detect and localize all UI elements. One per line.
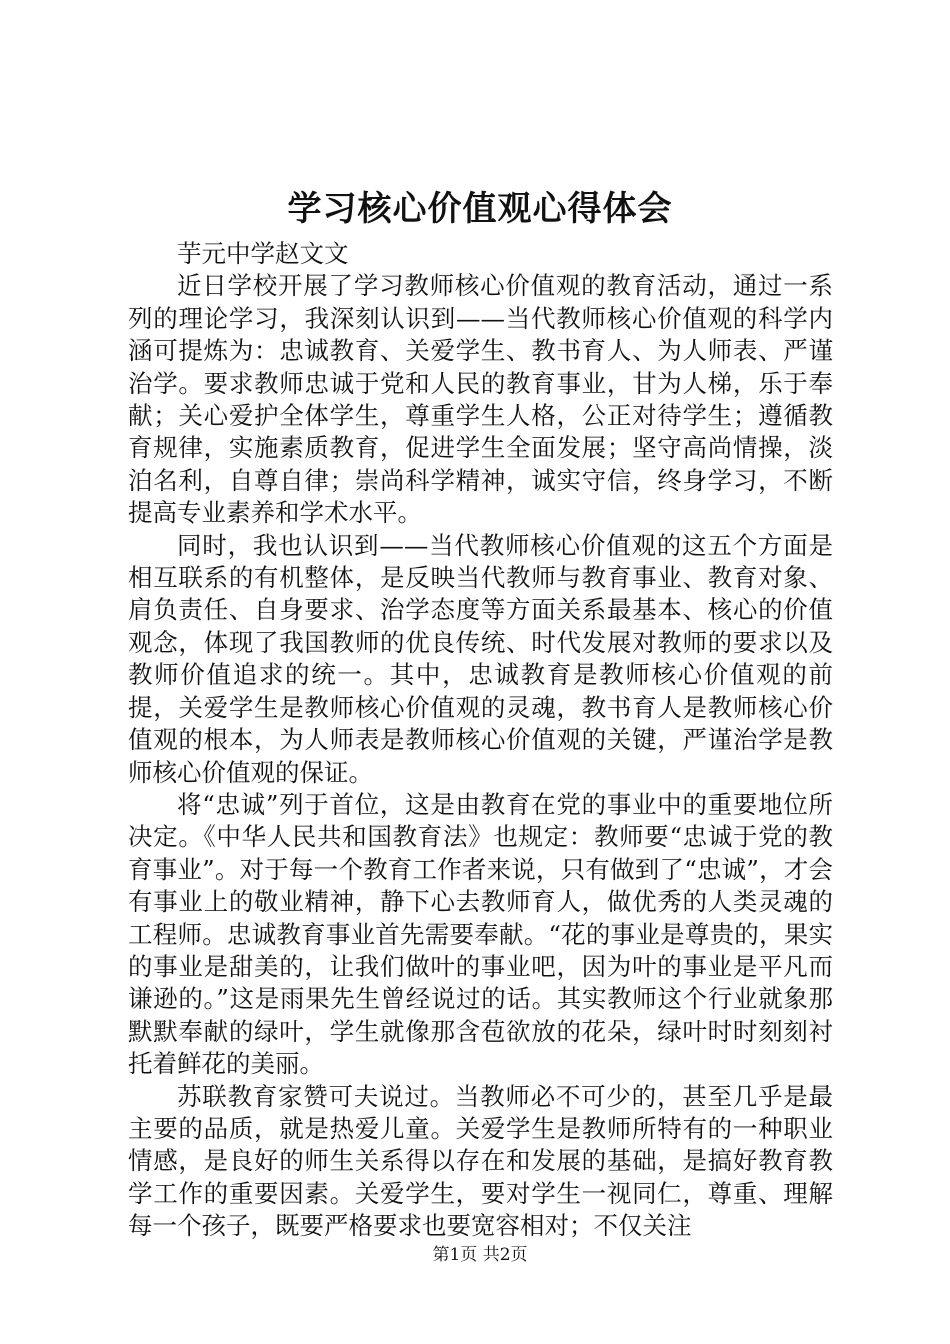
document-body xyxy=(128,238,833,1243)
page-number-footer: 第1页 共2页 xyxy=(432,1245,528,1265)
paragraph-1: 近日学校开展了学习教师核心价值观的教育活动，通过一系列的理论学习，我深刻认识到——当代教师核心价值观的科学内涵可提炼为：忠诚教育、关爱学生、教书育人、为人师表、严谨治学。要求教师忠诚于党和人民的教育事业，甘为人梯，乐于奉献；关心爱护全体学生，尊重学生人格，公正对待学生；遵循教育规律，实施素质教育，促进学生全面发展；坚守高尚情操，淡泊名利，自尊自律；崇尚科学精神，诚实守信，终身学习，不断提高专业素养和学术水平。 xyxy=(128,271,833,528)
paragraph-2: 同时，我也认识到——当代教师核心价值观的这五个方面是相互联系的有机整体，是反映当代教师与教育事业、教育对象、肩负责任、自身要求、治学态度等方面关系最基本、核心的价值观念，体现了我国教师的优良传统、时代发展对教师的要求以及教师价值追求的统一。其中，忠诚教育是教师核心价值观的前提，关爱学生是教师核心价值观的灵魂，教书育人是教师核心价值观的根本，为人师表是教师核心价值观的关键，严谨治学是教师核心价值观的保证。 xyxy=(128,530,833,787)
document-title: 学习核心价值观心得体会 xyxy=(287,189,673,229)
paragraph-4: 苏联教育家赞可夫说过。当教师必不可少的，甚至几乎是最主要的品质，就是热爱儿童。关爱学生是教师所特有的一种职业情感，是良好的师生关系得以存在和发展的基础，是搞好教育教学工作的重要因素。关爱学生，要对学生一视同仁，尊重、理解每一个孩子，既要严格要求也要宽容相对；不仅关注 xyxy=(128,1081,833,1241)
paragraph-3: 将“忠诚”列于首位，这是由教育在党的事业中的重要地位所决定。《中华人民共和国教育法》也规定：教师要“忠诚于党的教育事业”。对于每一个教育工作者来说，只有做到了“忠诚”，才会有事业上的敬业精神，静下心去教师育人，做优秀的人类灵魂的工程师。忠诚教育事业首先需要奉献。“花的事业是尊贵的，果实的事业是甜美的，让我们做叶的事业吧，因为叶的事业是平凡而谦逊的。”这是雨果先生曾经说过的话。其实教师这个行业就象那默默奉献的绿叶，学生就像那含苞欲放的花朵，绿叶时时刻刻衬托着鲜花的美丽。 xyxy=(128,789,833,1079)
author-line: 芋元中学赵文文 xyxy=(177,239,349,268)
